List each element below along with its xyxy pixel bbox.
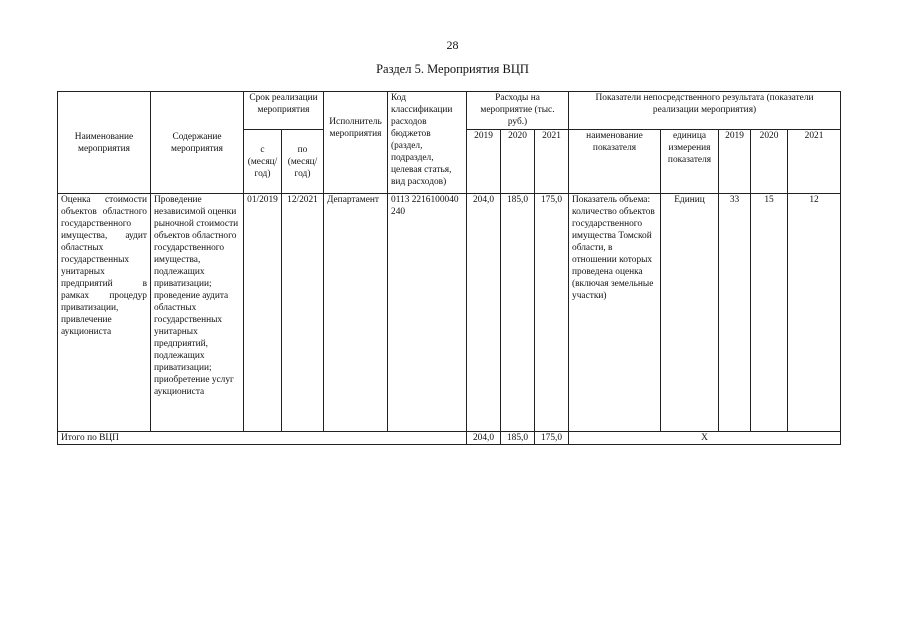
cell-unit: Единиц <box>661 194 719 432</box>
total-mark: Х <box>569 432 841 445</box>
cell-ind-2021: 12 <box>788 194 841 432</box>
cell-period-from: 01/2019 <box>244 194 282 432</box>
header-ind-2019: 2019 <box>719 130 751 194</box>
cell-executor: Департамент <box>324 194 388 432</box>
cell-indicator: Показатель объема: количество объектов государственного имущества Томской области, в отношении которых проведена оценка (включая земельные участки) <box>569 194 661 432</box>
header-period-from-text: с (месяц/год) <box>247 145 278 179</box>
total-row <box>58 432 841 445</box>
cell-ind-2019: 33 <box>719 194 751 432</box>
header-indicators: Показатели непосредственного результата (показатели реализации мероприятия) <box>569 92 841 130</box>
cell-code: 0113 2216100040 240 <box>388 194 467 432</box>
header-ind-2020: 2020 <box>751 130 788 194</box>
header-period-to-text: по (месяц/год) <box>287 145 318 179</box>
page-number: 28 <box>446 38 459 52</box>
header-period-from <box>244 130 282 194</box>
data-row <box>58 194 841 432</box>
header-period-to <box>282 130 324 194</box>
cell-period-to: 12/2021 <box>282 194 324 432</box>
cell-exp-2020: 185,0 <box>501 194 535 432</box>
section-title: Раздел 5. Мероприятия ВЦП <box>376 62 529 76</box>
total-label: Итого по ВЦП <box>58 432 467 445</box>
header-exp-2020: 2020 <box>501 130 535 194</box>
total-exp-2020: 185,0 <box>501 432 535 445</box>
cell-exp-2019: 204,0 <box>467 194 501 432</box>
cell-ind-2020: 15 <box>751 194 788 432</box>
header-name: Наименование мероприятия <box>58 92 151 194</box>
header-row-1 <box>58 92 841 130</box>
header-exp-2019: 2019 <box>467 130 501 194</box>
header-exp-2021: 2021 <box>535 130 569 194</box>
header-indicator-unit: единица измерения показателя <box>661 130 719 194</box>
header-executor <box>324 92 388 194</box>
header-ind-2021: 2021 <box>788 130 841 194</box>
total-exp-2019: 204,0 <box>467 432 501 445</box>
header-content: Содержание мероприятия <box>151 92 244 194</box>
header-period: Срок реализации мероприятия <box>244 92 324 130</box>
header-indicator-name: наименование показателя <box>569 130 661 194</box>
header-code: Код классификации расходов бюджетов (раздел, подраздел, целевая статья, вид расходов) <box>388 92 467 194</box>
cell-activity-content: Проведение независимой оценки рыночной стоимости объектов областного государственного имущества, подлежащих приватизации; проведение аудита областных государственных унитарных предприятий, подлежащих приватизации; приобретение услуг аукциониста <box>151 194 244 432</box>
header-executor-text: Исполнитель мероприятия <box>329 117 382 139</box>
total-exp-2021: 175,0 <box>535 432 569 445</box>
header-expenses: Расходы на мероприятие (тыс. руб.) <box>467 92 569 130</box>
cell-exp-2021: 175,0 <box>535 194 569 432</box>
activities-table <box>57 91 841 445</box>
cell-activity-name: Оценка стоимости объектов областного государственного имущества, аудит областных государственных унитарных предприятий в рамках процедур приватизации, привлечение аукциониста <box>58 194 151 432</box>
